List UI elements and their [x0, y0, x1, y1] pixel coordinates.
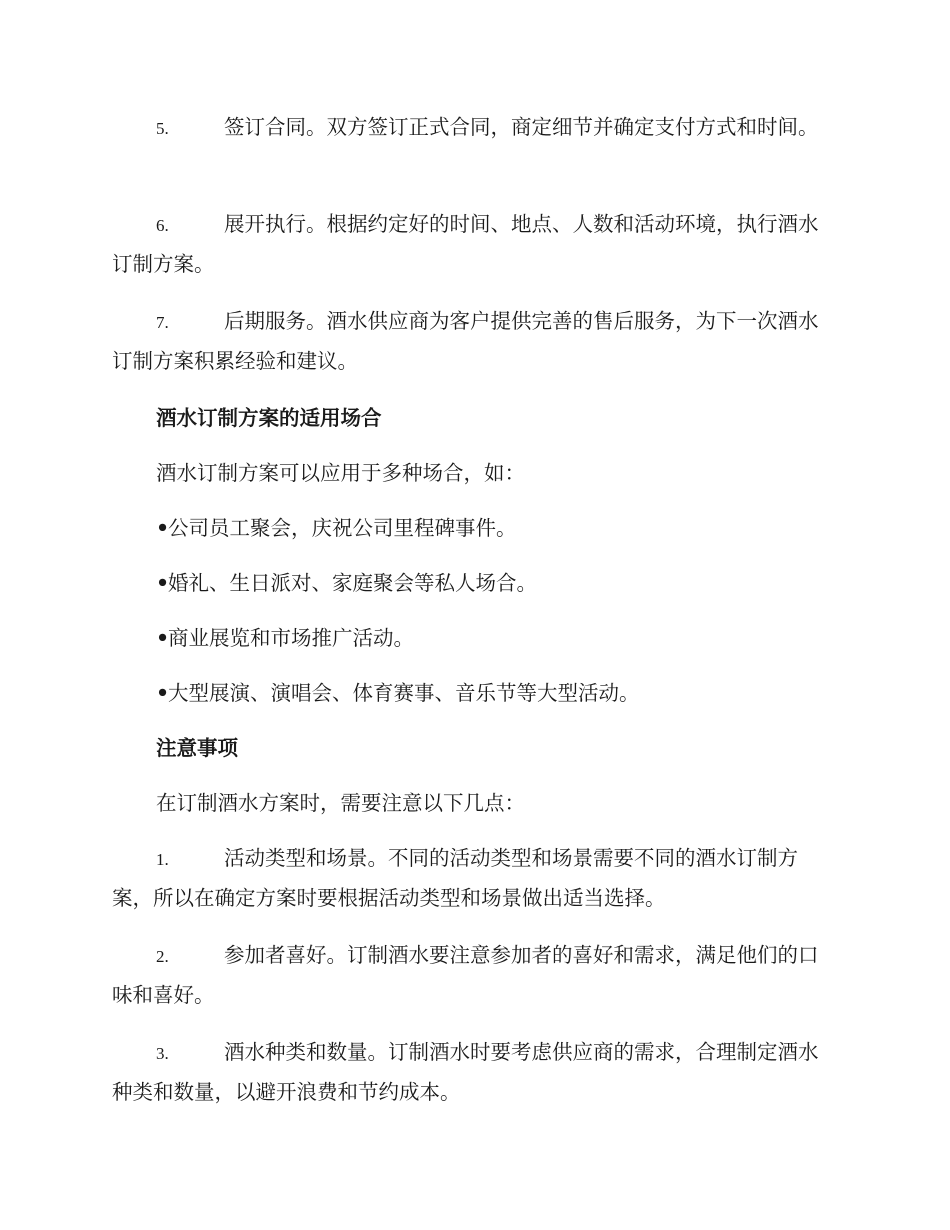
- list-item-3: [112, 1033, 834, 1111]
- list-number: 2.: [156, 947, 169, 966]
- list-number: 5.: [156, 119, 169, 138]
- list-item-6: [112, 205, 834, 283]
- list-item-text: 参加者喜好。订制酒水要注意参加者的喜好和需求，满足他们的口味和喜好。: [112, 943, 819, 1007]
- list-item-text: 签订合同。双方签订正式合同，商定细节并确定支付方式和时间。: [224, 115, 819, 139]
- list-number: 3.: [156, 1044, 169, 1063]
- bullet-item: [156, 674, 836, 712]
- section-heading-scenarios: 酒水订制方案的适用场合: [156, 406, 382, 430]
- bullet-item: [156, 564, 836, 602]
- list-number: 7.: [156, 313, 169, 332]
- bullet-text: 商业展览和市场推广活动。: [168, 626, 414, 650]
- list-item-5: [112, 108, 834, 148]
- list-item-text: 活动类型和场景。不同的活动类型和场景需要不同的酒水订制方案，所以在确定方案时要根据活动类型和场景做出适当选择。: [112, 846, 798, 910]
- bullet-text: 公司员工聚会，庆祝公司里程碑事件。: [168, 516, 517, 540]
- list-item-1: [112, 839, 834, 917]
- bullet-text: 大型展演、演唱会、体育赛事、音乐节等大型活动。: [168, 681, 640, 705]
- scenarios-intro: 酒水订制方案可以应用于多种场合，如：: [156, 461, 525, 485]
- list-item-2: [112, 936, 834, 1014]
- list-number: 1.: [156, 850, 169, 869]
- bullet-text: 婚礼、生日派对、家庭聚会等私人场合。: [168, 571, 537, 595]
- bullet-icon: •: [156, 516, 170, 540]
- list-item-7: [112, 302, 834, 380]
- section-heading-notes: 注意事项: [156, 736, 238, 760]
- list-item-text: 后期服务。酒水供应商为客户提供完善的售后服务，为下一次酒水订制方案积累经验和建议。: [112, 309, 819, 373]
- list-item-text: 酒水种类和数量。订制酒水时要考虑供应商的需求，合理制定酒水种类和数量，以避开浪费和节约成本。: [112, 1040, 819, 1104]
- bullet-icon: •: [156, 681, 170, 705]
- notes-intro: 在订制酒水方案时，需要注意以下几点：: [156, 791, 525, 815]
- bullet-icon: •: [156, 626, 170, 650]
- bullet-item: [156, 619, 836, 657]
- bullet-item: [156, 509, 836, 547]
- bullet-icon: •: [156, 571, 170, 595]
- list-number: 6.: [156, 216, 169, 235]
- list-item-text: 展开执行。根据约定好的时间、地点、人数和活动环境，执行酒水订制方案。: [112, 212, 819, 276]
